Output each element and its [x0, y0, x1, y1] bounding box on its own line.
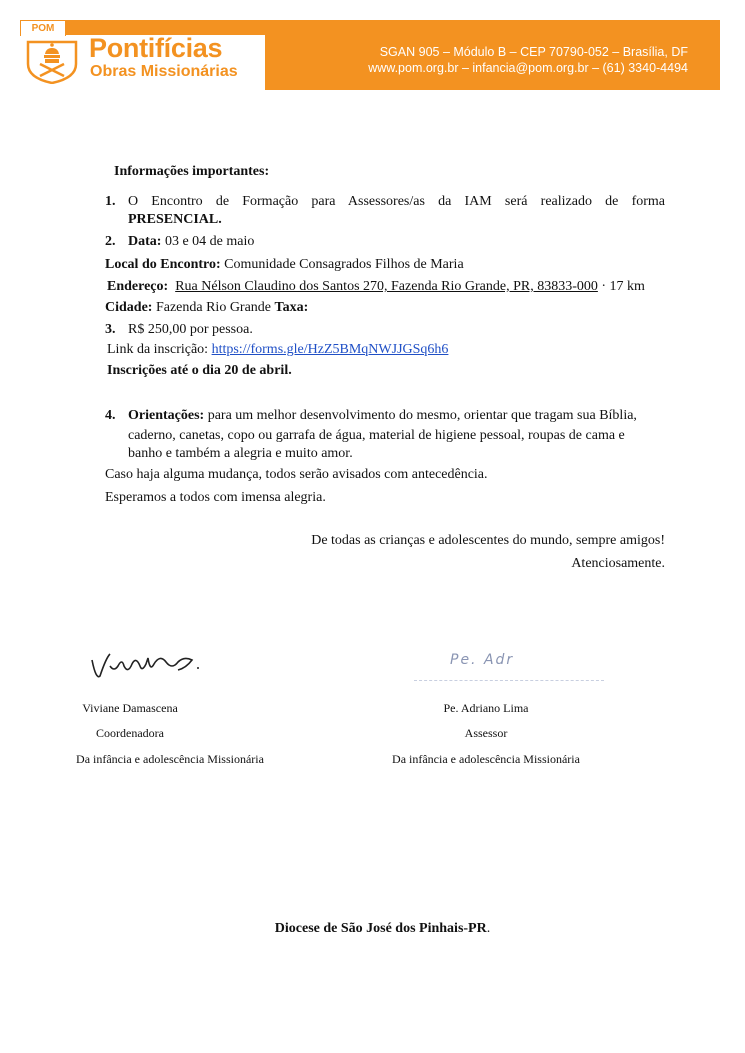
- left-signer-role: Coordenadora: [96, 726, 164, 740]
- item4-line2: caderno, canetas, copo ou garrafa de água, material de higiene pessoal, roupas de cama e: [128, 428, 625, 443]
- header-contact: www.pom.org.br – infancia@pom.org.br – (61) 3340-4494: [368, 61, 688, 75]
- left-signer-name: Viviane Damascena: [82, 701, 178, 715]
- brand-subtitle: Obras Missionárias: [90, 63, 238, 80]
- item4-number: 4.: [105, 408, 116, 423]
- item2-number: 2.: [105, 234, 116, 249]
- item1-number: 1.: [105, 194, 116, 209]
- brand-title: Pontifícias: [89, 33, 223, 63]
- item4-line1: Orientações: para um melhor desenvolvimento do mesmo, orientar que tragam sua Bíblia,: [128, 408, 637, 423]
- right-signer-name: Pe. Adriano Lima: [443, 701, 529, 715]
- right-signer-role: Assessor: [464, 726, 508, 740]
- heading: Informações importantes:: [114, 164, 270, 179]
- item1-presencial: PRESENCIAL.: [128, 212, 222, 227]
- notice-text: Caso haja alguma mudança, todos serão avisados com antecedência.: [105, 467, 488, 482]
- local-line: Local do Encontro: Comunidade Consagrados Filhos de Maria: [105, 257, 464, 272]
- item3-number: 3.: [105, 322, 116, 337]
- item1-text: O Encontro de Formação para Assessores/as da IAM será realizado de forma: [128, 194, 665, 209]
- pom-tag: POM: [20, 20, 66, 36]
- diocese-footer: Diocese de São José dos Pinhais-PR.: [274, 921, 491, 936]
- papal-emblem-icon: [24, 38, 80, 84]
- item2-date: Data: 03 e 04 de maio: [128, 234, 255, 249]
- left-signer-org: Da infância e adolescência Missionária: [76, 752, 264, 766]
- motto: De todas as crianças e adolescentes do mundo, sempre amigos!: [311, 533, 665, 548]
- endereco-line: Endereço: Rua Nélson Claudino dos Santos 270, Fazenda Rio Grande, PR, 83833-000 · 17 km: [107, 279, 645, 294]
- item3-price: R$ 250,00 por pessoa.: [128, 322, 253, 337]
- registration-link[interactable]: https://forms.gle/HzZ5BMqNWJJGSq6h6: [211, 342, 449, 357]
- signature-viviane: [88, 640, 208, 690]
- cidade-line: Cidade: Fazenda Rio Grande Taxa:: [105, 300, 309, 315]
- signature-adriano: Pe. Adr: [414, 650, 604, 681]
- link-line: Link da inscrição: https://forms.gle/HzZ5BMqNWJJGSq6h6: [107, 342, 449, 357]
- welcome-text: Esperamos a todos com imensa alegria.: [105, 490, 326, 505]
- closing: Atenciosamente.: [571, 556, 665, 571]
- inscricoes-deadline: Inscrições até o dia 20 de abril.: [107, 363, 292, 378]
- right-signer-org: Da infância e adolescência Missionária: [392, 752, 580, 766]
- header-address: SGAN 905 – Módulo B – CEP 70790-052 – Brasília, DF: [379, 45, 688, 59]
- item4-line3: banho e também a alegria e muito amor.: [128, 446, 353, 461]
